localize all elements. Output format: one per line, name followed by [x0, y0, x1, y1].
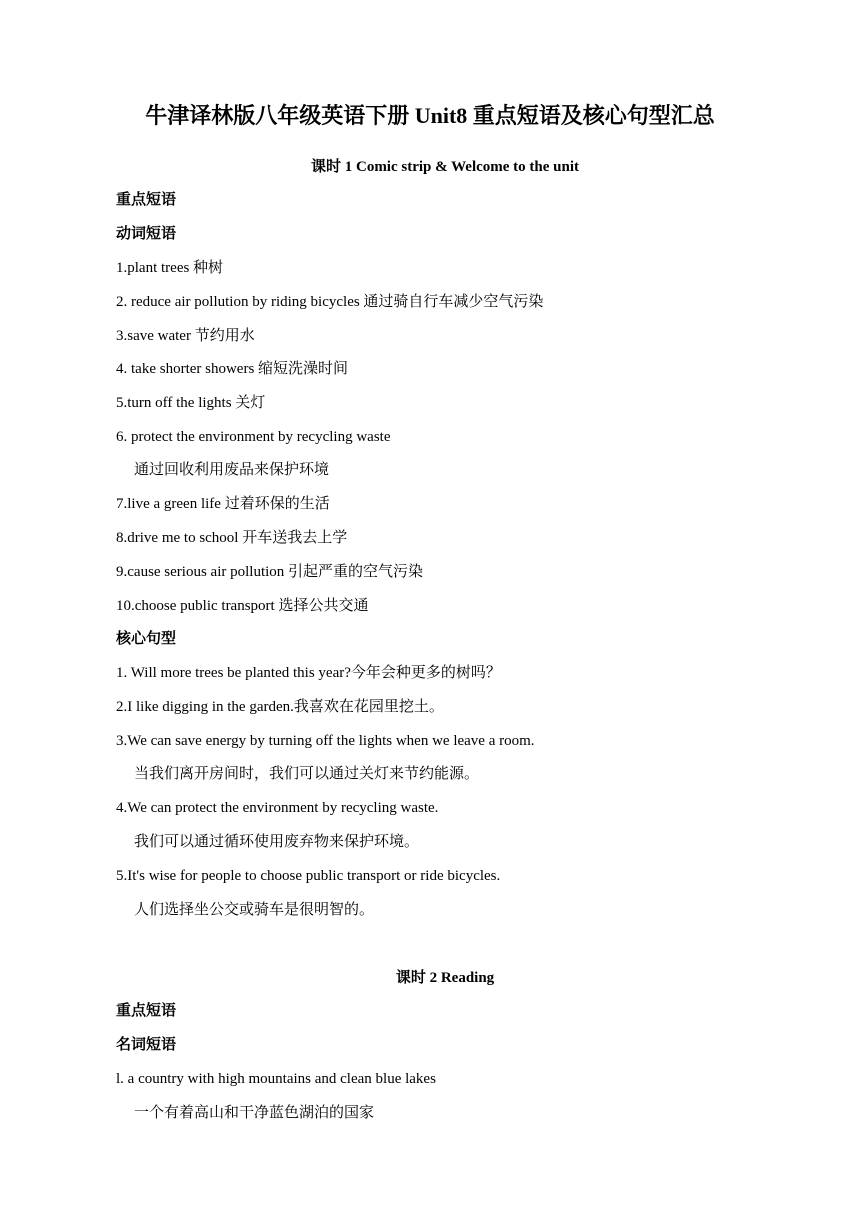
- verb-phrase-translation: 通过回收利用废品来保护环境: [134, 462, 330, 478]
- lesson1-sentences-heading: 核心句型: [116, 631, 177, 647]
- lesson1-verb-phrases-heading: 动词短语: [116, 226, 177, 242]
- noun-phrase-translation: 一个有着高山和干净蓝色湖泊的国家: [134, 1105, 375, 1121]
- sentence-translation: 当我们离开房间时，我们可以通过关灯来节约能源。: [134, 766, 480, 782]
- lesson2-phrases-heading: 重点短语: [116, 1003, 177, 1019]
- verb-phrase-item: 6. protect the environment by recycling waste: [116, 429, 391, 445]
- verb-phrase-item: 8.drive me to school 开车送我去上学: [116, 530, 348, 546]
- lesson1-phrases-heading: 重点短语: [116, 192, 177, 208]
- sentence-item: 2.I like digging in the garden.我喜欢在花园里挖土。: [116, 699, 444, 715]
- lesson2-noun-phrases-heading: 名词短语: [116, 1037, 177, 1053]
- sentence-item: 3.We can save energy by turning off the lights when we leave a room.: [116, 733, 535, 749]
- verb-phrase-item: 7.live a green life 过着环保的生活: [116, 496, 330, 512]
- sentence-item: 5.It's wise for people to choose public transport or ride bicycles.: [116, 868, 501, 884]
- sentence-item: 4.We can protect the environment by recycling waste.: [116, 800, 439, 816]
- verb-phrase-item: 9.cause serious air pollution 引起严重的空气污染: [116, 564, 424, 580]
- noun-phrase-item: l. a country with high mountains and clean blue lakes: [116, 1071, 436, 1087]
- sentence-item: 1. Will more trees be planted this year?今年会种更多的树吗？: [116, 665, 501, 681]
- verb-phrase-item: 2. reduce air pollution by riding bicycles 通过骑自行车减少空气污染: [116, 294, 544, 310]
- sentence-translation: 人们选择坐公交或骑车是很明智的。: [134, 902, 375, 918]
- verb-phrase-item: 4. take shorter showers 缩短洗澡时间: [116, 361, 349, 377]
- sentence-translation: 我们可以通过循环使用废弃物来保护环境。: [134, 834, 420, 850]
- verb-phrase-item: 3.save water 节约用水: [116, 328, 255, 344]
- verb-phrase-item: 10.choose public transport 选择公共交通: [116, 598, 369, 614]
- verb-phrase-item: 1.plant trees 种树: [116, 260, 224, 276]
- document-title: 牛津译林版八年级英语下册 Unit8 重点短语及核心句型汇总: [145, 103, 715, 128]
- lesson1-heading: 课时 1 Comic strip & Welcome to the unit: [310, 159, 580, 175]
- verb-phrase-item: 5.turn off the lights 关灯: [116, 395, 266, 411]
- lesson2-heading: 课时 2 Reading: [395, 970, 495, 986]
